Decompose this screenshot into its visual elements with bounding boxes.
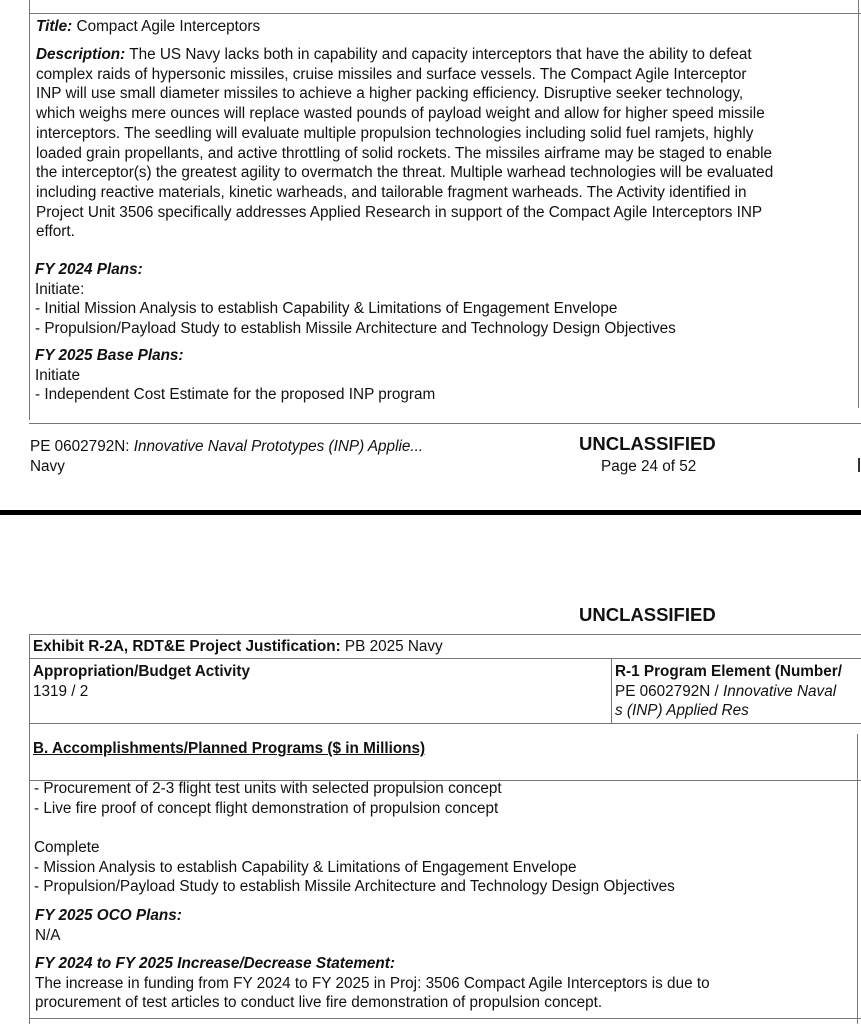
fy2024-line: - Initial Mission Analysis to establish Capability & Limitations of Engagement Envelope bbox=[35, 300, 618, 318]
description-line: The US Navy lacks both in capability and capacity interceptors that have the ability to defeat bbox=[129, 46, 752, 63]
description-line: the interceptor(s) the greatest agility to overmatch the threat. Multiple warhead technologies will be evaluated bbox=[36, 164, 774, 182]
description-line: loaded grain propellants, and active throttling of solid rockets. The missiles airframe may be staged to enable bbox=[36, 144, 773, 162]
increase-decrease-statement bbox=[35, 954, 710, 1013]
oco-heading: FY 2025 OCO Plans: bbox=[35, 907, 182, 924]
left-border-page2 bbox=[29, 634, 30, 1024]
fy2025-base-plans bbox=[35, 346, 435, 405]
statement-heading: FY 2024 to FY 2025 Increase/Decrease Statement: bbox=[35, 955, 395, 972]
description-label: Description: bbox=[36, 46, 126, 63]
procurement-line: - Live fire proof of concept flight demonstration of propulsion concept bbox=[34, 799, 499, 817]
description-line: interceptors. The seedling will evaluate multiple propulsion technologies including solid fuel ramjets, highly bbox=[36, 124, 754, 142]
oco-value: N/A bbox=[35, 926, 61, 944]
table-bottom-rule bbox=[29, 423, 861, 424]
footer-pe-code: PE 0602792N: bbox=[30, 438, 130, 455]
r1-code: PE 0602792N / bbox=[615, 682, 719, 700]
fy2025-heading: FY 2025 Base Plans: bbox=[35, 347, 184, 364]
fy2025-line: Initiate bbox=[35, 366, 81, 384]
footer-page-number: Page 24 of 52 bbox=[601, 458, 697, 475]
procurement-block bbox=[34, 779, 502, 818]
complete-line: - Mission Analysis to establish Capability & Limitations of Engagement Envelope bbox=[34, 858, 577, 876]
title-label: Title: bbox=[36, 18, 73, 35]
header-bottom-rule bbox=[29, 723, 861, 724]
exhibit-top-rule bbox=[29, 634, 861, 635]
description-line: INP will use small diameter missiles to achieve a higher packing efficiency. Disruptive seeker technology, bbox=[36, 85, 744, 103]
footer-edge-mark bbox=[858, 458, 860, 472]
description-line: effort. bbox=[36, 223, 75, 241]
footer-pe-name: Innovative Naval Prototypes (INP) Applie... bbox=[133, 438, 424, 455]
r1-name: Innovative Naval bbox=[723, 682, 837, 700]
oco-plans bbox=[35, 906, 182, 945]
page-separator bbox=[0, 510, 861, 515]
description-block bbox=[36, 45, 856, 242]
statement-line: The increase in funding from FY 2024 to FY 2025 in Proj: 3506 Compact Agile Interceptors is due to bbox=[35, 974, 710, 992]
section-b-heading: B. Accomplishments/Planned Programs ($ in Millions) bbox=[33, 740, 426, 757]
complete-line: Complete bbox=[34, 839, 100, 856]
r1-label: R-1 Program Element (Number/ bbox=[615, 663, 842, 680]
r1-cell bbox=[615, 662, 861, 721]
title-rule bbox=[29, 13, 861, 14]
complete-block bbox=[34, 838, 675, 897]
fy2024-heading: FY 2024 Plans: bbox=[35, 261, 143, 278]
right-column-line bbox=[857, 734, 858, 1024]
page2-classification: UNCLASSIFIED bbox=[579, 604, 716, 625]
bottom-rule bbox=[29, 1018, 861, 1019]
right-border-top bbox=[858, 0, 859, 408]
appropriation-label: Appropriation/Budget Activity bbox=[33, 663, 250, 680]
exhibit-label: Exhibit R-2A, RDT&E Project Justification: bbox=[33, 638, 341, 655]
footer-classification: UNCLASSIFIED bbox=[579, 433, 716, 454]
fy2024-plans bbox=[35, 260, 676, 339]
cell-divider bbox=[611, 658, 612, 723]
fy2024-line: Initiate: bbox=[35, 280, 85, 298]
left-border-top bbox=[29, 0, 30, 420]
description-line: which weighs mere ounces will replace wasted pounds of payload weight and allow for higher speed missile bbox=[36, 105, 765, 123]
procurement-line: - Procurement of 2-3 flight test units with selected propulsion concept bbox=[34, 780, 502, 797]
exhibit-rule bbox=[29, 658, 861, 659]
appropriation-value: 1319 / 2 bbox=[33, 682, 89, 700]
fy2025-line: - Independent Cost Estimate for the proposed INP program bbox=[35, 386, 436, 404]
description-line: including reactive materials, kinetic warheads, and tailorable fragment warheads. The Activity identified in bbox=[36, 183, 747, 201]
fy2024-line: - Propulsion/Payload Study to establish Missile Architecture and Technology Design Objectives bbox=[35, 320, 676, 338]
exhibit-value: PB 2025 Navy bbox=[344, 638, 443, 655]
footer-pe bbox=[30, 437, 423, 457]
title-row bbox=[36, 17, 260, 37]
title-value: Compact Agile Interceptors bbox=[76, 18, 261, 35]
description-line: Project Unit 3506 specifically addresses Applied Research in support of the Compact Agile Interceptors INP bbox=[36, 203, 763, 221]
r1-name-cont: s (INP) Applied Res bbox=[615, 702, 749, 720]
footer-org: Navy bbox=[30, 458, 65, 475]
statement-line: procurement of test articles to conduct live fire demonstration of propulsion concept. bbox=[35, 994, 603, 1012]
complete-line: - Propulsion/Payload Study to establish Missile Architecture and Technology Design Objectives bbox=[34, 878, 675, 896]
description-line: complex raids of hypersonic missiles, cruise missiles and surface vessels. The Compact Agile Interceptor bbox=[36, 65, 747, 83]
appropriation-cell bbox=[33, 662, 250, 701]
exhibit-header bbox=[33, 637, 443, 657]
